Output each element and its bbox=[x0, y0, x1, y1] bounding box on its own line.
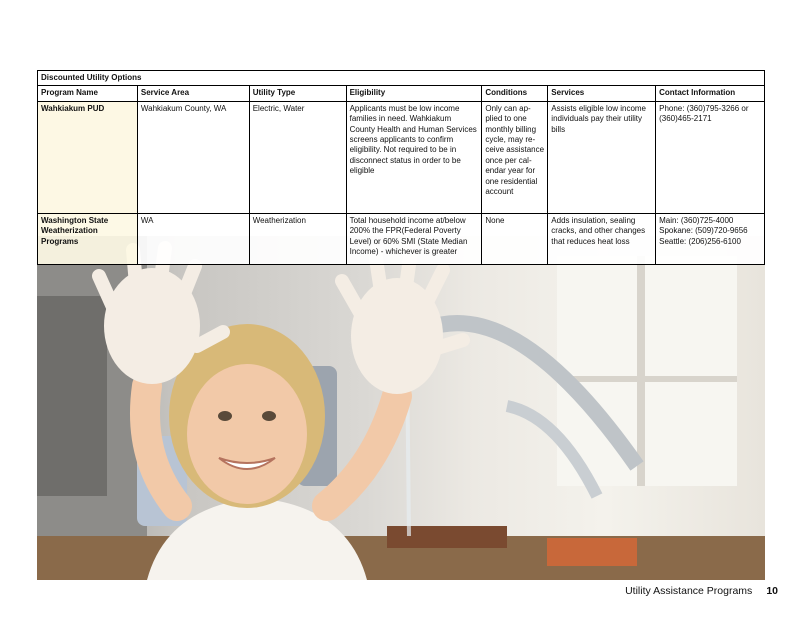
eligibility-cell: Applicants must be low income families in need. Wahkiakum County Health and Human Services screens applicants to confirm eligibility. Not required to be in disconnect status in order to be eligible bbox=[346, 101, 482, 213]
header-conditions: Conditions bbox=[482, 86, 548, 101]
table-row bbox=[38, 101, 765, 213]
utility-type-cell: Electric, Water bbox=[249, 101, 346, 213]
table-row bbox=[38, 213, 765, 264]
service-area-cell: WA bbox=[137, 213, 249, 264]
header-services: Services bbox=[548, 86, 656, 101]
table-caption-row bbox=[38, 71, 765, 86]
photo-illustration bbox=[37, 236, 765, 580]
header-eligibility: Eligibility bbox=[346, 86, 482, 101]
eligibility-cell: Total household income at/below 200% the FPR(Federal Poverty Level) or 60% SMI (State Median Income) - whichever is greater bbox=[346, 213, 482, 264]
service-area-cell: Wahkiakum County, WA bbox=[137, 101, 249, 213]
program-name-cell: Wahkiakum PUD bbox=[38, 101, 138, 213]
program-name-cell: Washington State Weatherization Programs bbox=[38, 213, 138, 264]
discounted-utility-options-table bbox=[37, 70, 765, 265]
utility-type-cell: Weatherization bbox=[249, 213, 346, 264]
footer-title: Utility Assistance Programs bbox=[625, 585, 753, 597]
conditions-cell: Only can ap-plied to one monthly billing cycle, may re-ceive assistance once per cal-endar year for one residential account bbox=[482, 101, 548, 213]
girl-washing-hands-photo bbox=[37, 236, 765, 580]
table-caption: Discounted Utility Options bbox=[38, 71, 765, 86]
conditions-cell: None bbox=[482, 213, 548, 264]
page-number: 10 bbox=[766, 585, 778, 597]
services-cell: Assists eligible low income individuals pay their utility bills bbox=[548, 101, 656, 213]
contact-cell: Main: (360)725-4000 Spokane: (509)720-9656 Seattle: (206)256-6100 bbox=[656, 213, 765, 264]
contact-cell: Phone: (360)795-3266 or (360)465-2171 bbox=[656, 101, 765, 213]
header-contact-information: Contact Information bbox=[656, 86, 765, 101]
table-header-row bbox=[38, 86, 765, 101]
header-service-area: Service Area bbox=[137, 86, 249, 101]
services-cell: Adds insulation, sealing cracks, and other changes that reduces heat loss bbox=[548, 213, 656, 264]
page-footer bbox=[625, 585, 778, 597]
header-program-name: Program Name bbox=[38, 86, 138, 101]
header-utility-type: Utility Type bbox=[249, 86, 346, 101]
